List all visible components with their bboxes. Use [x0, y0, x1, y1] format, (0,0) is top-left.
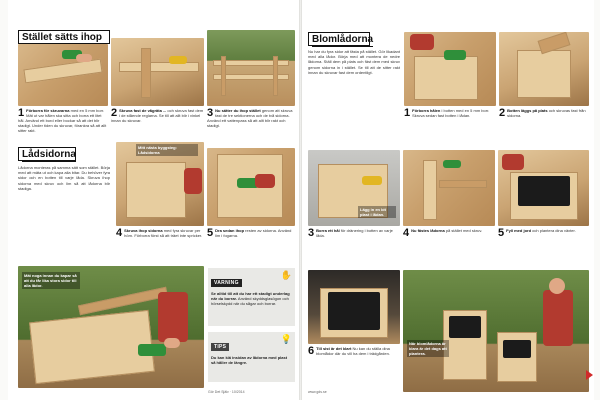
caption-box-step-5 [498, 228, 589, 238]
warning-lead: Se alltid till att du har ett stadigt underlag när du borrar. [211, 291, 290, 301]
caption-step-3 [207, 108, 295, 128]
photo-overlay-text: När blomlådorna är klara är det dags att plantera. [407, 340, 449, 357]
step-text: för dränering i botten av varje låda. [316, 228, 393, 238]
photo-box-step-5 [498, 150, 589, 226]
step-number: 1 [404, 107, 411, 119]
tips-text: Du kan klä insidan av lådorna med plast så håller de längre. [211, 355, 288, 365]
step-number: 5 [498, 227, 505, 239]
section-heading-stallet: Stället sätts ihop [22, 32, 103, 43]
photo-step-2 [111, 38, 204, 106]
warning-text [211, 291, 292, 306]
warning-title: VARNING [211, 279, 242, 287]
photo-step-3 [207, 30, 295, 106]
photo-overlay-text: Mitt nästa byggsteg: Lådsidorna [136, 144, 198, 156]
photo-large-assembly [18, 266, 204, 388]
caption-box-step-4 [403, 228, 495, 238]
photo-box-step-6 [308, 270, 400, 344]
step-number: 4 [116, 227, 123, 239]
photo-step-4 [116, 142, 204, 226]
photo-overlay-text: Lägg in en bit plast i lådan. [358, 206, 396, 218]
step-lead: Förborra för skruvarna [26, 108, 70, 113]
step-number: 2 [111, 107, 118, 119]
step-text: och skruva fast dem i de stående reglarna. Se till att allt blir i vinkel innan du skruvar. [111, 108, 204, 123]
step-number: 4 [403, 227, 410, 239]
tips-box [208, 332, 295, 382]
caption-box-step-1 [404, 108, 496, 118]
caption-step-4 [116, 228, 204, 238]
step-text: och plantera dina växter. [532, 228, 576, 233]
step-text: i botten med en 5 mm borr. Skruva sedan fast botten i lådan. [412, 108, 490, 118]
section-heading-blomladorna: Blomlådorna [312, 34, 374, 45]
step-lead: Dra sedan ihop [215, 228, 245, 233]
caption-box-step-3 [308, 228, 400, 238]
warning-body: Använd skyddsglasögon och hörselskydd när du sågar och borrar. [211, 296, 289, 306]
step-text: med fyra skruvar per hörn. Förborra först så att träet inte spricker. [124, 228, 203, 238]
step-lead: Skruva fast de vågräta ... [119, 108, 167, 113]
caption-step-2 [111, 108, 204, 123]
step-text: Nu kan du ställa dina blomlådor där du vill ha dem i trädgården. [316, 346, 390, 356]
photo-overlay-text: Mät noga innan du kapar så att du får lika stora sidor till alla lådor. [22, 272, 80, 289]
photo-step-5 [207, 148, 295, 226]
step-number: 3 [308, 227, 315, 239]
hand-icon: ✋ [280, 270, 292, 280]
page-folio-right: www.gds.se [308, 390, 327, 394]
caption-box-step-2 [499, 108, 589, 118]
next-page-arrow-icon [586, 370, 593, 380]
step-lead: Till sist är det klart [316, 346, 352, 351]
step-number: 1 [18, 107, 25, 119]
tips-title: TIPS [211, 343, 229, 351]
step-text: genom att skruva fast de tre sektionerna och de två sidorna. Använd ett vattenpass så att allt blir rakt och stadigt. [207, 108, 293, 128]
step-text: och skruvas fast från sidorna. [507, 108, 586, 118]
intro-text-blomladorna: Nu har du fyra sidor att fästa på stället. Gör likadant med alla lådor. Börja med att montera de nedre lådorna. Ställ dem på plats och fäst dem med skruv genom sidorna in i stället. Se till att de sitter rakt innan du skruvar fast dem ordentligt. [308, 49, 400, 75]
step-text: resten av sidorna. Använd lim i fogarna. [215, 228, 292, 238]
right-page [302, 0, 594, 400]
photo-box-step-2 [499, 32, 589, 106]
photo-box-step-3 [308, 150, 400, 226]
left-page [8, 0, 300, 400]
photo-step-1 [18, 44, 108, 106]
step-lead: Skruva ihop sidorna [124, 228, 163, 233]
photo-box-step-1 [404, 32, 496, 106]
photo-finished-boxes [403, 270, 589, 392]
intro-text-ladsidorna: Lådorna monteras på samma sätt som stället. Börja med att mäta ut och kapa alla bitar. Du behöver fyra sidor och en botten till varje låda. Skruva ihop sidorna med skruv och lim så att lådorna blir stadiga. [18, 165, 110, 191]
step-number: 6 [308, 345, 315, 357]
caption-box-step-6 [308, 346, 400, 356]
caption-step-5 [207, 228, 295, 238]
caption-step-1 [18, 108, 108, 133]
step-number: 2 [499, 107, 506, 119]
lightbulb-icon: 💡 [280, 334, 292, 344]
step-lead: Nu fästes lådorna [411, 228, 445, 233]
step-text: med en 5 mm borr. Mät ut var hålen ska sitta och borra ett litet hål. Använd ett bord eller bockar så att det blir stadigt. Under tiden du skruvar, förankra så att allt sitter rakt. [18, 108, 107, 133]
step-lead: Fyll med jord [506, 228, 532, 233]
photo-box-step-4 [403, 150, 495, 226]
warning-box [208, 268, 295, 326]
step-lead: Botten läggs på plats [507, 108, 548, 113]
step-number: 5 [207, 227, 214, 239]
step-number: 3 [207, 107, 214, 119]
step-lead: Borra ett hål [316, 228, 340, 233]
section-heading-ladsidorna: Lådsidorna [22, 149, 76, 160]
step-lead: Förborra hålen [412, 108, 441, 113]
step-lead: Nu sätter du ihop stället [215, 108, 261, 113]
page-folio-left: Gör Det Själv · 10/2014 [208, 390, 245, 394]
step-text: på stället med skruv. [445, 228, 483, 233]
